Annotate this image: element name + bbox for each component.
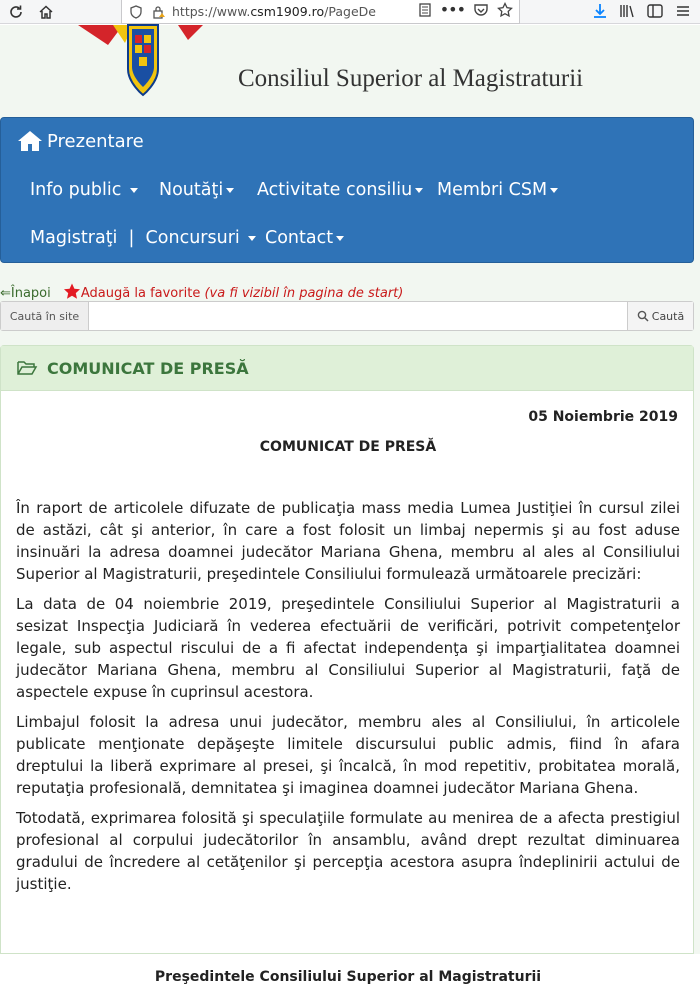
home-icon[interactable] <box>36 2 56 22</box>
coat-of-arms-logo <box>78 25 203 100</box>
browser-toolbar <box>0 0 700 24</box>
main-navbar <box>0 117 694 263</box>
nav-item-info-public[interactable]: Info public <box>30 180 138 200</box>
caret-down-icon <box>130 188 138 193</box>
release-date: 05 Noiembrie 2019 <box>528 409 678 425</box>
document-title: COMUNICAT DE PRESĂ <box>259 439 437 455</box>
reload-icon[interactable] <box>6 2 26 22</box>
panel-title: COMUNICAT DE PRESĂ <box>47 358 249 378</box>
reader-icon[interactable] <box>418 2 432 22</box>
folder-open-icon <box>17 360 37 376</box>
paragraph: La data de 04 noiembrie 2019, preşedintele Consiliului Superior al Magistraturii a sesizat Inspecţia Judiciară în vederea efectuării de verificări, potrivit competenţelor legale, sub aspectul riscului de a fi afectat independenţa şi imparţialitatea doamnei judecător Mariana Ghena, membru al Consiliului Superior al Magistraturii, faţă de aspectele expuse în cuprinsul acestora. <box>16 595 680 701</box>
search-icon <box>637 310 649 322</box>
page <box>0 25 700 985</box>
search-button[interactable] <box>627 302 693 330</box>
release-text <box>16 497 680 903</box>
menu-icon[interactable] <box>674 2 692 24</box>
home-icon <box>17 130 43 152</box>
nav-item-noutati[interactable]: Noutăţi <box>159 180 234 200</box>
site-header <box>0 25 700 117</box>
star-icon[interactable] <box>497 2 513 22</box>
paragraph: Totodată, exprimarea folosită şi speculaţiile formulate au menirea de a afecta prestigiul profesional al corpului judecătorilor în ansamblu, având drept rezultat diminuarea gradului de încredere al cetăţenilor şi percepţia acestora asupra îndeplinirii actului de justiţie. <box>16 809 680 893</box>
nav-item-magistrati-concursuri[interactable]: Magistraţi | Concursuri <box>30 228 256 248</box>
lock-icon[interactable] <box>152 5 166 19</box>
url-bar[interactable] <box>121 0 520 24</box>
nav-item-contact[interactable]: Contact <box>265 228 344 248</box>
caret-down-icon <box>248 236 256 241</box>
caret-down-icon <box>415 188 423 193</box>
back-link[interactable]: ⇐Înapoi <box>0 286 51 301</box>
nav-item-prezentare[interactable] <box>17 130 144 152</box>
search-input[interactable] <box>89 302 627 330</box>
url-text[interactable]: https://www.csm1909.ro/PageDe <box>172 4 376 19</box>
site-search <box>0 301 694 331</box>
favorite-note: (va fi vizibil în pagina de start) <box>204 286 404 301</box>
nav-home-label: Prezentare <box>47 130 144 152</box>
shield-icon[interactable] <box>130 5 142 19</box>
caret-down-icon <box>550 188 558 193</box>
caret-down-icon <box>226 188 234 193</box>
caret-down-icon <box>336 236 344 241</box>
more-icon[interactable]: ••• <box>439 0 465 19</box>
favorite-label: Adaugă la favorite <box>80 286 201 301</box>
search-label: Caută în site <box>1 302 89 330</box>
library-icon[interactable] <box>618 2 636 24</box>
search-button-label: Caută <box>651 309 685 323</box>
nav-item-activitate-consiliu[interactable]: Activitate consiliu <box>257 180 423 200</box>
panel-heading <box>1 346 693 391</box>
signature: Preşedintele Consiliului Superior al Magistraturii <box>154 969 542 985</box>
paragraph: În raport de articolele difuzate de publicaţia mass media Lumea Justiţiei în cursul zilei de astăzi, cât şi anterior, în care a fost folosit un limbaj nepermis şi au fost aduse insinuări la adresa doamnei judecător Mariana Ghena, membru al ales al Consiliului Superior al Magistraturii, preşedintele Consiliului formulează următoarele precizări: <box>16 499 680 583</box>
download-icon[interactable] <box>592 2 608 24</box>
pocket-icon[interactable] <box>473 2 489 22</box>
star-icon <box>63 283 81 300</box>
sidebar-icon[interactable] <box>646 2 664 24</box>
favorite-link[interactable] <box>63 286 403 301</box>
site-title: Consiliul Superior al Magistraturii <box>238 65 584 92</box>
paragraph: Limbajul folosit la adresa unui judecător, membru ales al Consiliului, în articolele publicate menţionate depăşeşte limitele discursului public admis, fiind în afara dreptului la liberă exprimare al presei, şi încalcă, în mod repetitiv, probitatea morală, reputaţia profesională, demnitatea şi imaginea doamnei judecător Mariana Ghena. <box>16 713 680 797</box>
action-links <box>0 283 403 301</box>
nav-item-membri-csm[interactable]: Membri CSM <box>437 180 558 200</box>
press-release-panel <box>0 345 694 985</box>
